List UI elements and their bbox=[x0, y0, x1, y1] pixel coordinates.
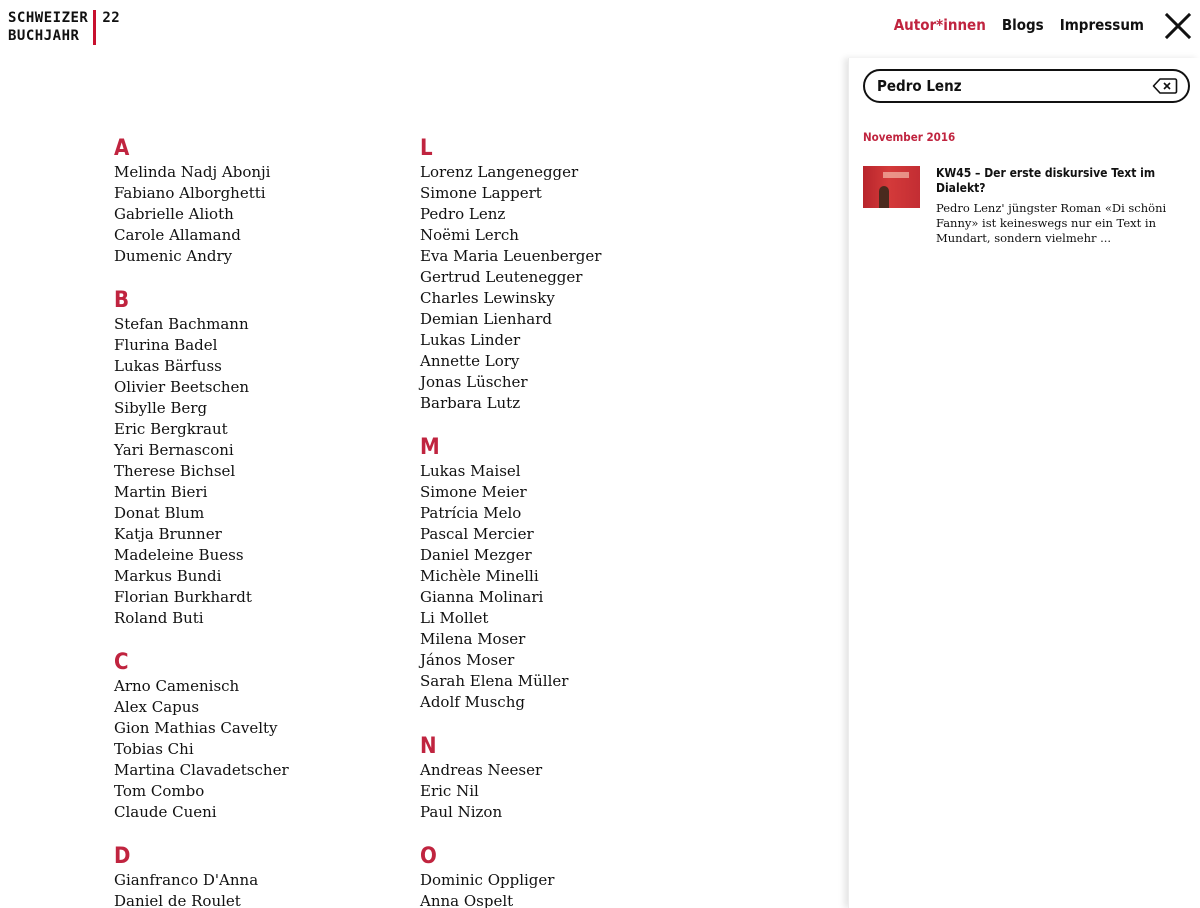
author-link[interactable]: Dominic Oppliger bbox=[420, 871, 555, 889]
search-input[interactable] bbox=[877, 77, 1152, 95]
clear-search-icon bbox=[1152, 77, 1178, 95]
author-link[interactable]: Michèle Minelli bbox=[420, 567, 539, 585]
author-link[interactable]: Eva Maria Leuenberger bbox=[420, 247, 602, 265]
letter-heading: D bbox=[114, 844, 131, 869]
site-logo[interactable] bbox=[8, 9, 120, 45]
author-index-column-2 bbox=[420, 136, 710, 908]
author-link[interactable]: Lukas Maisel bbox=[420, 462, 521, 480]
author-link[interactable]: Lukas Linder bbox=[420, 331, 521, 349]
author-link[interactable]: Martina Clavadetscher bbox=[114, 761, 289, 779]
author-list bbox=[114, 314, 404, 629]
author-link[interactable]: Andreas Neeser bbox=[420, 761, 543, 779]
author-list bbox=[420, 870, 710, 908]
letter-heading: N bbox=[420, 734, 437, 759]
author-link[interactable]: János Moser bbox=[420, 651, 515, 669]
author-index-column-1 bbox=[114, 136, 404, 908]
nav-item-impressum[interactable]: Impressum bbox=[1059, 16, 1144, 34]
letter-group-m bbox=[420, 435, 710, 713]
author-link[interactable]: Pascal Mercier bbox=[420, 525, 534, 543]
author-link[interactable]: Simone Meier bbox=[420, 483, 527, 501]
author-link[interactable]: Melinda Nadj Abonji bbox=[114, 163, 271, 181]
letter-group-a bbox=[114, 136, 404, 267]
result-excerpt: Pedro Lenz' jüngster Roman «Di schöni Fanny» ist keineswegs nur ein Text in Mundart, sondern vielmehr ... bbox=[936, 201, 1167, 245]
author-link[interactable]: Paul Nizon bbox=[420, 803, 503, 821]
author-link[interactable]: Gertrud Leutenegger bbox=[420, 268, 583, 286]
letter-group-c bbox=[114, 650, 404, 823]
author-link[interactable]: Alex Capus bbox=[114, 698, 200, 716]
author-link[interactable]: Tobias Chi bbox=[114, 740, 194, 758]
main-nav bbox=[894, 14, 1144, 36]
author-link[interactable]: Donat Blum bbox=[114, 504, 205, 522]
letter-heading: B bbox=[114, 288, 130, 313]
search-box bbox=[863, 69, 1190, 103]
logo-year: 22 bbox=[102, 10, 121, 26]
letter-group-d bbox=[114, 844, 404, 908]
author-link[interactable]: Daniel Mezger bbox=[420, 546, 532, 564]
author-link[interactable]: Patrícia Melo bbox=[420, 504, 522, 522]
author-list bbox=[420, 162, 710, 414]
author-link[interactable]: Li Mollet bbox=[420, 609, 489, 627]
author-list bbox=[420, 760, 710, 823]
author-link[interactable]: Milena Moser bbox=[420, 630, 526, 648]
author-link[interactable]: Florian Burkhardt bbox=[114, 588, 252, 606]
letter-group-l bbox=[420, 136, 710, 414]
result-thumbnail bbox=[863, 166, 920, 208]
author-list bbox=[114, 870, 404, 908]
letter-group-b bbox=[114, 288, 404, 629]
author-index bbox=[0, 136, 850, 908]
search-result[interactable] bbox=[863, 166, 1189, 246]
author-link[interactable]: Eric Bergkraut bbox=[114, 420, 228, 438]
author-link[interactable]: Martin Bieri bbox=[114, 483, 208, 501]
close-icon bbox=[1164, 12, 1192, 40]
author-link[interactable]: Dumenic Andry bbox=[114, 247, 233, 265]
author-link[interactable]: Gion Mathias Cavelty bbox=[114, 719, 278, 737]
logo-line-2: BUCHJAHR bbox=[8, 28, 80, 44]
author-list bbox=[114, 676, 404, 823]
author-link[interactable]: Stefan Bachmann bbox=[114, 315, 249, 333]
letter-group-n bbox=[420, 734, 710, 823]
author-list bbox=[114, 162, 404, 267]
author-link[interactable]: Sarah Elena Müller bbox=[420, 672, 569, 690]
author-link[interactable]: Arno Camenisch bbox=[114, 677, 240, 695]
author-link[interactable]: Fabiano Alborghetti bbox=[114, 184, 266, 202]
author-link[interactable]: Annette Lory bbox=[420, 352, 520, 370]
author-list bbox=[420, 461, 710, 713]
author-link[interactable]: Roland Buti bbox=[114, 609, 204, 627]
result-title[interactable]: KW45 – Der erste diskursive Text im Dialekt? bbox=[936, 166, 1156, 195]
letter-heading: L bbox=[420, 136, 433, 161]
author-link[interactable]: Lukas Bärfuss bbox=[114, 357, 222, 375]
author-link[interactable]: Pedro Lenz bbox=[420, 205, 506, 223]
author-link[interactable]: Therese Bichsel bbox=[114, 462, 236, 480]
author-link[interactable]: Charles Lewinsky bbox=[420, 289, 555, 307]
author-link[interactable]: Demian Lienhard bbox=[420, 310, 552, 328]
logo-line-1: SCHWEIZER bbox=[8, 10, 89, 26]
result-month-heading: November 2016 bbox=[863, 130, 956, 144]
clear-search-button[interactable] bbox=[1152, 77, 1178, 95]
author-link[interactable]: Tom Combo bbox=[114, 782, 205, 800]
letter-heading: C bbox=[114, 650, 129, 675]
author-link[interactable]: Sibylle Berg bbox=[114, 399, 208, 417]
logo-wordmark bbox=[8, 9, 88, 45]
author-link[interactable]: Claude Cueni bbox=[114, 803, 217, 821]
author-link[interactable]: Barbara Lutz bbox=[420, 394, 521, 412]
letter-heading: O bbox=[420, 844, 437, 869]
search-panel bbox=[848, 58, 1200, 908]
author-link[interactable]: Anna Ospelt bbox=[420, 892, 514, 908]
letter-heading: M bbox=[420, 435, 440, 460]
author-link[interactable]: Gianfranco D'Anna bbox=[114, 871, 259, 889]
author-link[interactable]: Jonas Lüscher bbox=[420, 373, 528, 391]
author-link[interactable]: Gianna Molinari bbox=[420, 588, 544, 606]
close-button[interactable] bbox=[1164, 12, 1192, 40]
logo-divider-bar bbox=[93, 10, 96, 45]
author-link[interactable]: Madeleine Buess bbox=[114, 546, 244, 564]
nav-item-blogs[interactable]: Blogs bbox=[1001, 16, 1044, 34]
author-link[interactable]: Carole Allamand bbox=[114, 226, 241, 244]
nav-item-autorinnen[interactable]: Autor*innen bbox=[893, 16, 986, 34]
letter-group-o bbox=[420, 844, 710, 908]
author-link[interactable]: Noëmi Lerch bbox=[420, 226, 519, 244]
author-link[interactable]: Yari Bernasconi bbox=[114, 441, 234, 459]
author-link[interactable]: Gabrielle Alioth bbox=[114, 205, 234, 223]
result-text bbox=[936, 166, 1189, 246]
author-link[interactable]: Daniel de Roulet bbox=[114, 892, 241, 908]
author-link[interactable]: Eric Nil bbox=[420, 782, 479, 800]
author-link[interactable]: Katja Brunner bbox=[114, 525, 222, 543]
author-link[interactable]: Simone Lappert bbox=[420, 184, 542, 202]
author-link[interactable]: Flurina Badel bbox=[114, 336, 218, 354]
letter-heading: A bbox=[114, 136, 130, 161]
author-link[interactable]: Adolf Muschg bbox=[420, 693, 525, 711]
author-link[interactable]: Markus Bundi bbox=[114, 567, 222, 585]
author-link[interactable]: Olivier Beetschen bbox=[114, 378, 250, 396]
author-link[interactable]: Lorenz Langenegger bbox=[420, 163, 579, 181]
